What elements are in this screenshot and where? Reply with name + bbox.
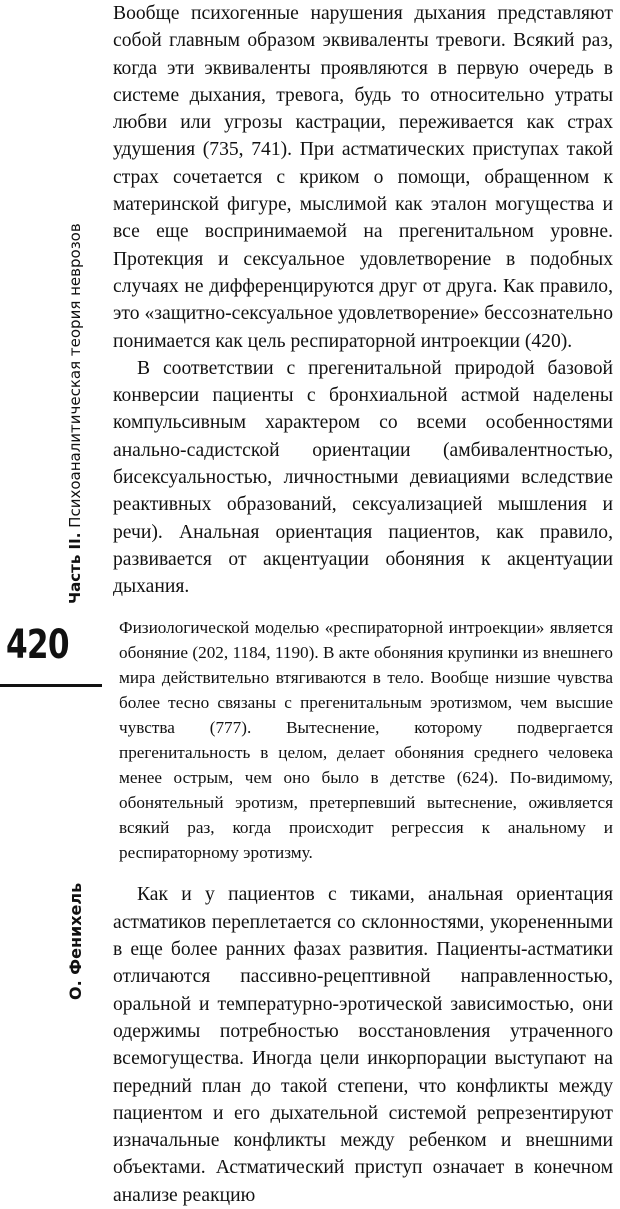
paragraph-2: В соответствии с прегенитальной природой базовой конверсии пациенты с бронхиальной астмой наделены компульсивным характером со всеми особенностями анально-садистской ориентации (амбивалентностью, бисексуальностью, личностными девиациями вследствие реактивных образований, сексуализацией мышления и речи). Анальная ориентация пациентов, как правило, развивается от акцентуации обоняния к акцентуации дыхания. [113,357,613,598]
page-number-rule [0,684,102,687]
part-title: Психоаналитическая теория неврозов [66,223,84,528]
page-number: 420 [6,622,69,668]
indented-note: Физиологической моделью «респираторной интроекции» является обоняние (202, 1184, 1190). В акте обоняния крупинки из внешнего мира действительно втягиваются в тело. Вообще низшие чувства более тесно связаны с прегенитальным эротизмом, чем высшие чувства (777). Вытеснение, которому подвергается прегенитальность в целом, делает обоняния среднего человека менее острым, чем оно было в детстве (624). По-видимому, обонятельный эротизм, претерпевший вытеснение, оживляется всякий раз, когда происходит регрессия к анальному и респираторному эротизму. [119,617,613,863]
running-head-author: О. Фенихель [66,882,85,1000]
running-head-part [66,184,84,604]
body-text [113,0,613,1209]
part-label: Часть II. [66,532,84,604]
paragraph-3: Как и у пациентов с тиками, анальная ориентация астматиков переплетается со склонностями, укорененными в еще более ранних фазах развития. Пациенты-астматики отличаются пассивно-рецептивной направленностью, оральной и температурно-эротической зависимостью, они одержимы потребностью восстановления утраченного всемогущества. Иногда цели инкорпорации выступают на передний план до такой степени, что конфликты между пациентом и его дыхательной системой репрезентируют изначальные конфликты между ребенком и внешними объектами. Астматический приступ означает в конечном анализе реакцию [113,884,613,1206]
paragraph-1: Вообще психогенные нарушения дыхания представляют собой главным образом эквиваленты тревоги. Всякий раз, когда эти эквиваленты проявляются в первую очередь в системе дыхания, тревога, будь то относительно утраты любви или угрозы кастрации, переживается как страх удушения (735, 741). При астматических приступах такой страх сочетается с криком о помощи, обращенном к материнской фигуре, мыслимой как эталон могущества и все еще воспринимаемой на прегенитальном уровне. Протекция и сексуальное удовлетворение в подобных случаях не дифференцируются друг от друга. Как правило, это «защитно-сексуальное удовлетворение» бессознательно понимается как цель респираторной интроекции (420). [113,3,613,352]
side-margin [0,0,108,1000]
